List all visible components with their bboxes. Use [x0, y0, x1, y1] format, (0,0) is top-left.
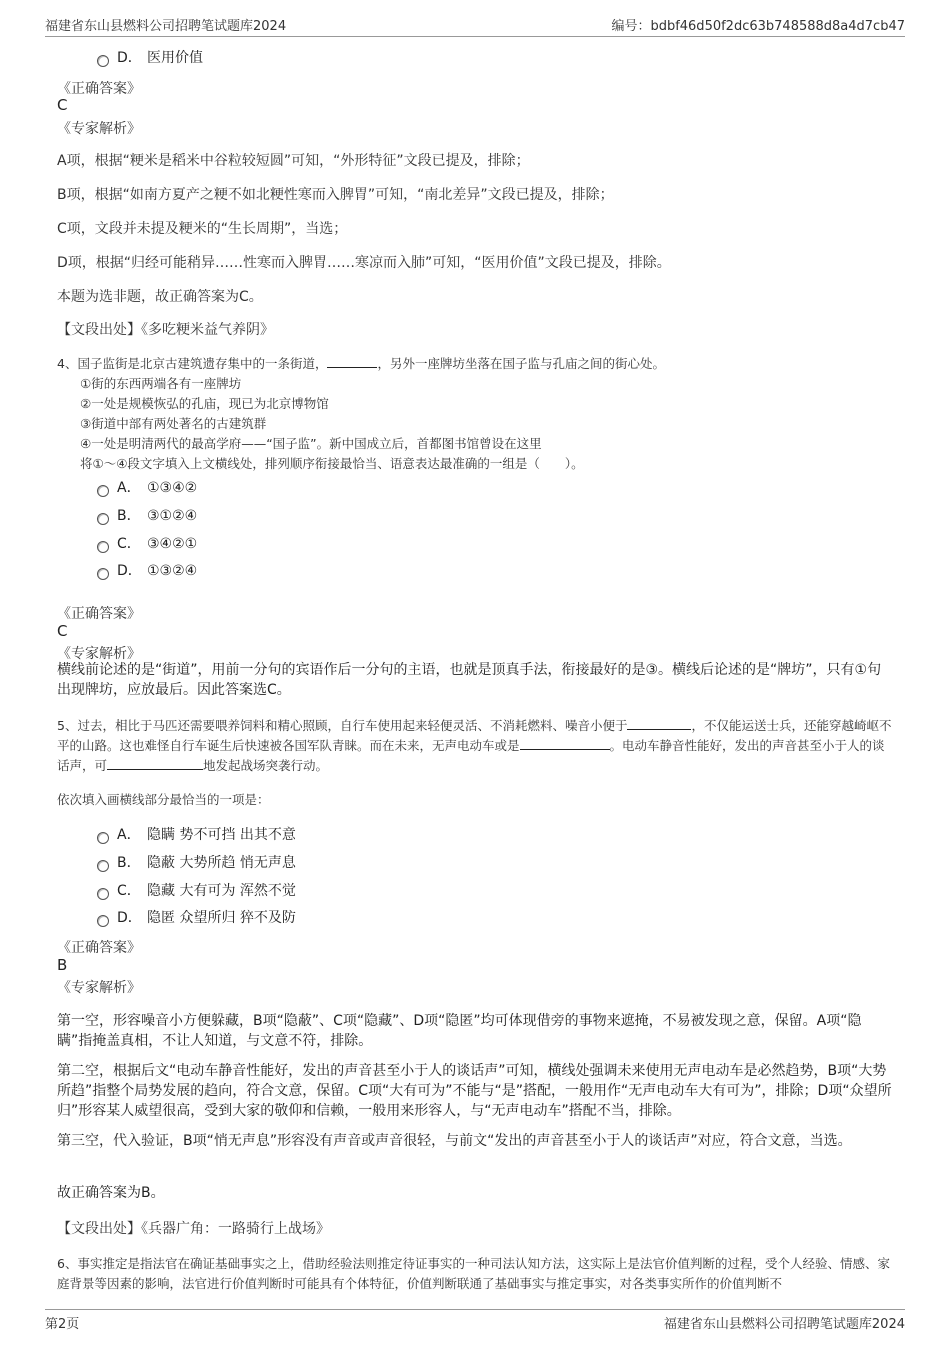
header-code: 编号：bdbf46d50f2dc63b748588d8a4d7cb47 — [611, 19, 905, 34]
q3-analysis-line: B项，根据“如南方夏产之粳不如北粳性寒而入脾胃”可知，“南北差异”文段已提及，排除； — [57, 187, 614, 203]
q4-stem-part: ，另外一座牌坊坐落在国子监与孔庙之间的街心处。 — [377, 356, 665, 371]
option-text: 隐蔽 大势所趋 悄无声息 — [147, 855, 296, 871]
q4-option-c[interactable] — [97, 533, 197, 553]
footer-page: 第2页 — [45, 1317, 80, 1332]
q4-analysis-label: 《专家解析》 — [57, 646, 141, 662]
header-title: 福建省东山县燃料公司招聘笔试题库2024 — [45, 19, 287, 34]
q5-analysis-paragraph: 故正确答案为B。 — [57, 1185, 165, 1201]
q3-analysis-line: A项，根据“粳米是稻米中谷粒较短圆”可知，“外形特征”文段已提及，排除； — [57, 153, 530, 169]
q5-analysis-paragraph: 第三空，代入验证，B项“悄无声息”形容没有声音或声音很轻，与前文“发出的声音甚至小于人的谈话声”对应，符合文意，当选。 — [57, 1133, 852, 1149]
radio-icon[interactable] — [97, 485, 109, 497]
option-letter: D． — [117, 50, 142, 66]
q5-stem-part: 。电动车静音性能好，发出的声音甚至小于人的谈话声，可 — [57, 738, 885, 773]
q4-analysis: 横线前论述的是“街道”，用前一分句的宾语作后一分句的主语，也就是顶真手法，衔接最好的是③。横线后论述的是“牌坊”，只有①句出现牌坊，应放最后。因此答案选C。 — [57, 662, 882, 698]
option-text: ①③④② — [147, 480, 198, 496]
q3-analysis-line: C项，文段并未提及粳米的“生长周期”，当选； — [57, 221, 348, 237]
q3-analysis-line: 本题为选非题，故正确答案为C。 — [57, 289, 263, 305]
q4-option-a[interactable] — [97, 477, 197, 497]
q3-answer: C — [57, 96, 68, 114]
q5-blank — [627, 717, 691, 730]
q4-answer: C — [57, 622, 68, 640]
q3-analysis-line: D项，根据“归经可能稍异……性寒而入脾胃……寒凉而入肺”可知，“医用价值”文段已提及，排除。 — [57, 255, 671, 271]
q3-answer-label: 《正确答案》 — [57, 81, 141, 97]
option-letter: A． — [117, 827, 141, 843]
q4-option-d[interactable] — [97, 560, 197, 580]
option-text: ③④②① — [147, 536, 198, 552]
q6-stem: 6、事实推定是指法官在确证基础事实之上，借助经验法则推定待证事实的一种司法认知方法，这实际上是法官价值判断的过程，受个人经验、情感、家庭背景等因素的影响，法官进行价值判断时可能具有个体特征，价值判断联通了基础事实与推定事实，对各类事实所作的价值判断不 — [57, 1256, 890, 1291]
q4-item: ①街的东西两端各有一座牌坊 — [80, 376, 242, 391]
q4-option-b[interactable] — [97, 505, 197, 525]
radio-icon[interactable] — [97, 55, 109, 67]
q3-analysis-label: 《专家解析》 — [57, 121, 141, 137]
q5-blank — [520, 737, 610, 750]
option-letter: C． — [117, 883, 141, 899]
option-letter: A． — [117, 480, 141, 496]
q5-answer: B — [57, 956, 68, 974]
q3-option-d[interactable] — [97, 47, 203, 67]
option-letter: C． — [117, 536, 141, 552]
q5-option-d[interactable] — [97, 907, 296, 927]
option-text: ③①②④ — [147, 508, 198, 524]
q4-stem — [57, 354, 665, 372]
q4-item: ④一处是明清两代的最高学府——“国子监”。新中国成立后，首都图书馆曾设在这里 — [80, 436, 542, 451]
q5-option-c[interactable] — [97, 880, 296, 900]
q5-analysis-paragraph: 第二空，根据后文“电动车静音性能好，发出的声音甚至小于人的谈话声”可知，横线处强调未来使用无声电动车是必然趋势，B项“大势所趋”指整个局势发展的趋向，符合文意，保留。C项“大有可为”不能与“是”搭配，一般用作“无声电动车大有可为”，排除；D项“众望所归”形容某人威望很高，受到大家的敬仰和信赖，一般用来形容人，与“无声电动车”搭配不当，排除。 — [57, 1063, 892, 1119]
option-letter: B． — [117, 508, 141, 524]
option-text: 医用价值 — [147, 50, 203, 66]
q5-stem-part: ，不仅能运送士兵，还能穿越崎岖不平的山路。这也难怪自行车诞生后快速被各国军队青睐。而在未来，无声电动车或是 — [57, 718, 892, 753]
radio-icon[interactable] — [97, 568, 109, 580]
option-text: 隐藏 大有可为 浑然不觉 — [147, 883, 296, 899]
radio-icon[interactable] — [97, 513, 109, 525]
q4-item: ③街道中部有两处著名的古建筑群 — [80, 416, 267, 431]
q5-answer-label: 《正确答案》 — [57, 940, 141, 956]
option-letter: D． — [117, 910, 142, 926]
option-letter: B． — [117, 855, 141, 871]
radio-icon[interactable] — [97, 888, 109, 900]
radio-icon[interactable] — [97, 832, 109, 844]
q5-option-b[interactable] — [97, 852, 296, 872]
footer-title: 福建省东山县燃料公司招聘笔试题库2024 — [663, 1317, 905, 1332]
q5-stem-part: 5、过去，相比于马匹还需要喂养饲料和精心照顾，自行车使用起来轻便灵活、不消耗燃料、噪音小便于 — [57, 718, 628, 733]
q4-stem-part: 4、国子监街是北京古建筑遗存集中的一条街道， — [57, 356, 328, 371]
radio-icon[interactable] — [97, 860, 109, 872]
q5-source: 【文段出处】《兵器广角：一路骑行上战场》 — [57, 1221, 330, 1237]
option-text: 隐匿 众望所归 猝不及防 — [147, 910, 296, 926]
q4-answer-label: 《正确答案》 — [57, 606, 141, 622]
option-text: 隐瞒 势不可挡 出其不意 — [147, 827, 296, 843]
radio-icon[interactable] — [97, 541, 109, 553]
q5-stem-part: 地发起战场突袭行动。 — [203, 758, 329, 773]
q3-source: 【文段出处】《多吃粳米益气养阴》 — [57, 322, 274, 338]
q5-stem — [57, 716, 895, 776]
q5-option-a[interactable] — [97, 824, 296, 844]
option-text: ①③②④ — [147, 563, 198, 579]
q5-prompt: 依次填入画横线部分最恰当的一项是： — [57, 792, 270, 807]
q5-blank — [107, 757, 203, 770]
q4-blank — [327, 355, 377, 368]
option-letter: D． — [117, 563, 142, 579]
q4-item: ②一处是规模恢弘的孔庙，现已为北京博物馆 — [80, 396, 329, 411]
footer-divider — [45, 1309, 905, 1310]
q5-analysis-paragraph: 第一空，形容噪音小方便躲藏，B项“隐蔽”、C项“隐藏”、D项“隐匿”均可体现借旁的事物来遮掩，不易被发现之意，保留。A项“隐瞒”指掩盖真相，不让人知道，与文意不符，排除。 — [57, 1013, 862, 1049]
radio-icon[interactable] — [97, 915, 109, 927]
q4-item: 将①～④段文字填入上文横线处，排列顺序衔接最恰当、语意表达最准确的一组是（ ）。 — [80, 456, 584, 471]
header-divider — [45, 36, 905, 37]
q5-analysis-label: 《专家解析》 — [57, 980, 141, 996]
